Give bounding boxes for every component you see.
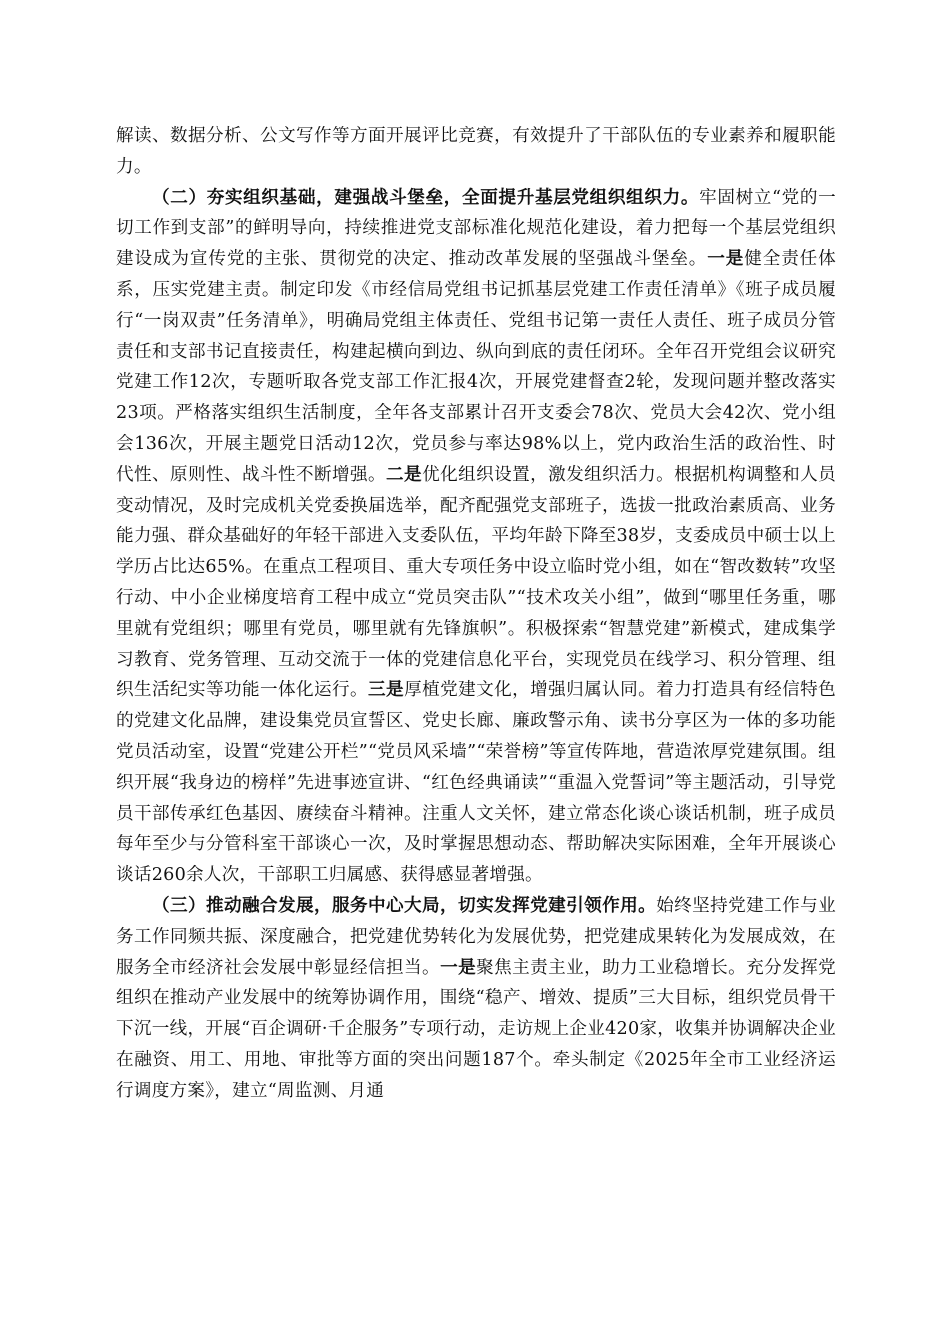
text-run: 聚焦主责主业，助力工业稳增长。充分发挥党组织在推动产业发展中的统筹协调作用，围绕“稳产、增效、提质”三大目标，组织党员骨干下沉一线，开展“百企调研·千企服务”专项行动，走访规上企业420家，收集并协调解决企业在融资、用工、用地、审批等方面的突出问题187个。牵头制定《2025年全市工业经济运行调度方案》，建立“周监测、月通 [116, 957, 836, 1101]
section-heading: （二）夯实组织基础，建强战斗堡垒，全面提升基层党组织组织力。 [152, 186, 700, 208]
text-run: 厚植党建文化，增强归属认同。着力打造具有经信特色的党建文化品牌，建设集党员宣誓区、党史长廊、廉政警示角、读书分享区为一体的多功能党员活动室，设置“党建公开栏”“党员风采墙”“荣誉榜”等宣传阵地，营造浓厚党建氛围。组织开展“我身边的榜样”先进事迹宣讲、“红色经典诵读”“重温入党誓词”等主题活动，引导党员干部传承红色基因、赓续奋斗精神。注重人文关怀，建立常态化谈心谈话机制，班子成员每年至少与分管科室干部谈心一次，及时掌握思想动态、帮助解决实际困难，全年开展谈心谈话260余人次，干部职工归属感、获得感显著增强。 [116, 680, 836, 886]
text-run: 牢固树立“党的一切工作到支部”的鲜明导向，持续推进党支部标准化规范化建设，着力把每一个基层党组织建设成为宣传党的主张、贯彻党的决定、推动改革发展的坚强战斗堡垒。 [116, 187, 836, 270]
text-run: 健全责任体系，压实党建主责。制定印发《市经信局党组书记抓基层党建工作责任清单》《班子成员履行“一岗双责”任务清单》，明确局党组主体责任、党组书记第一责任人责任、班子成员分管责任和支部书记直接责任，构建起横向到边、纵向到底的责任闭环。全年召开党组会议研究党建工作12次，专题听取各党支部工作汇报4次，开展党建督查2轮，发现问题并整改落实23项。严格落实组织生活制度，全年各支部累计召开支委会78次、党员大会42次、党小组会136次，开展主题党日活动12次，党员参与率达98%以上，党内政治生活的政治性、时代性、原则性、战斗性不断增强。 [116, 249, 836, 485]
enumeration-marker: 一是 [707, 248, 745, 270]
paragraph-section-2 [116, 183, 836, 891]
enumeration-marker: 一是 [440, 956, 477, 978]
document-page [116, 121, 836, 1107]
paragraph-continuation [116, 121, 836, 183]
enumeration-marker: 二是 [386, 463, 423, 485]
section-heading: （三）推动融合发展，服务中心大局，切实发挥党建引领作用。 [152, 894, 657, 916]
enumeration-marker: 三是 [368, 679, 405, 701]
text-run: 优化组织设置，激发组织活力。根据机构调整和人员变动情况，及时完成机关党委换届选举，配齐配强党支部班子，选拔一批政治素质高、业务能力强、群众基础好的年轻干部进入支委队伍，平均年龄下降至38岁，支委成员中硕士以上学历占比达65%。在重点工程项目、重大专项任务中设立临时党小组，如在“智改数转”攻坚行动、中小企业梯度培育工程中成立“党员突击队”“技术攻关小组”，做到“哪里任务重，哪里就有党组织；哪里有党员，哪里就有先锋旗帜”。积极探索“智慧党建”新模式，建成集学习教育、党务管理、互动交流于一体的党建信息化平台，实现党员在线学习、积分管理、组织生活纪实等功能一体化运行。 [116, 464, 836, 701]
text-run: 解读、数据分析、公文写作等方面开展评比竞赛，有效提升了干部队伍的专业素养和履职能力。 [116, 126, 836, 177]
paragraph-section-3 [116, 891, 836, 1107]
text-run: 始终坚持党建工作与业务工作同频共振、深度融合，把党建优势转化为发展优势，把党建成果转化为发展成效，在服务全市经济社会发展中彰显经信担当。 [116, 895, 836, 978]
